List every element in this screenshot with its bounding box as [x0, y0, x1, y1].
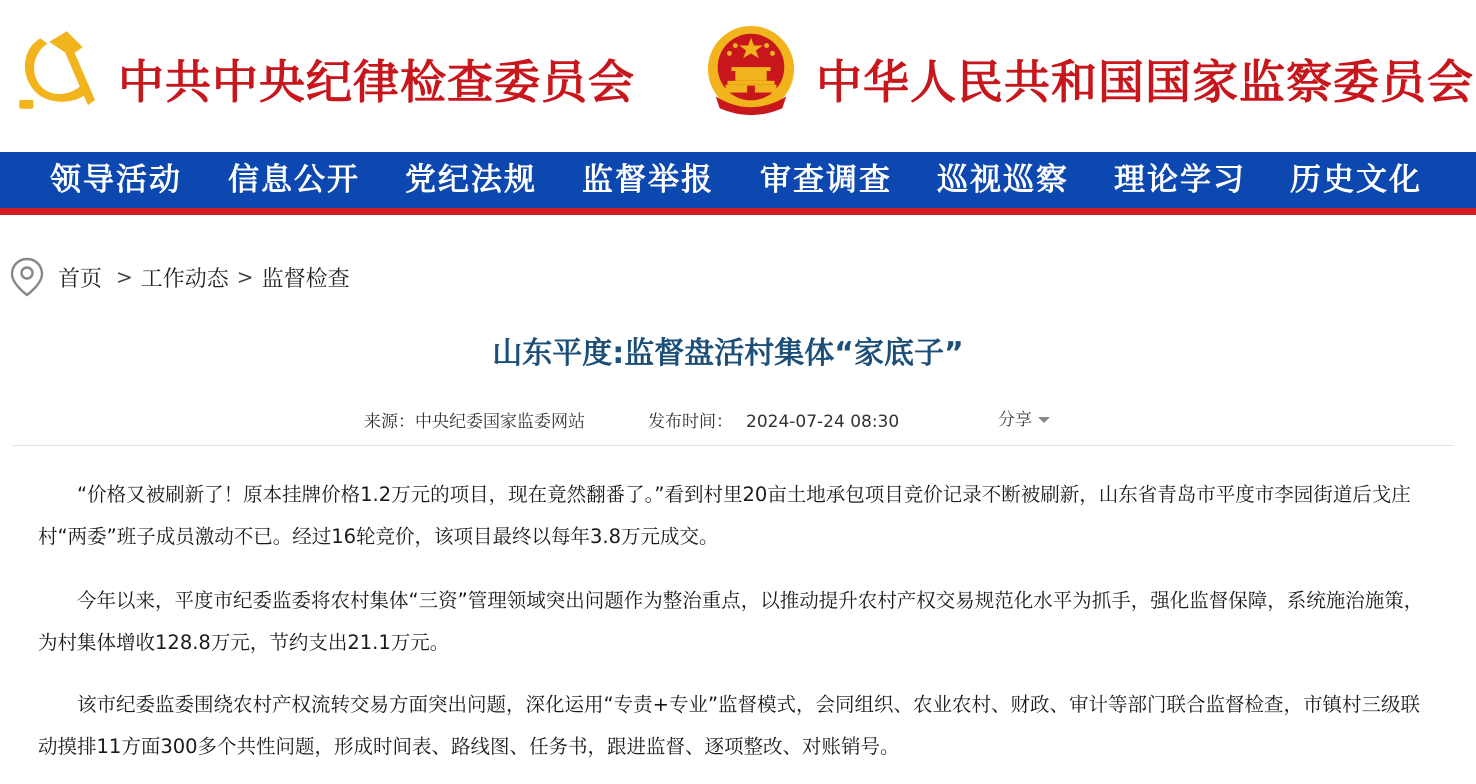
site-header [0, 0, 1476, 152]
nav-red-stripe [0, 208, 1476, 215]
party-emblem-icon [14, 26, 102, 114]
meta-divider [12, 445, 1454, 446]
article-source: 来源：中央纪委国家监委网站 [364, 412, 585, 432]
breadcrumb [10, 256, 350, 298]
share-label: 分享 [998, 410, 1032, 430]
nav-item-theory[interactable]: 理论学习 [1114, 162, 1246, 198]
article-title: 山东平度:监督盘活村集体“家底子” [492, 336, 964, 371]
nav-item-inspection[interactable]: 巡视巡察 [937, 162, 1069, 198]
nsc-title: 中华人民共和国国家监察委员会 [816, 55, 1474, 109]
article-paragraph: 今年以来，平度市纪委监委将农村集体“三资”管理领域突出问题作为整治重点，以推动提升农村产权交易规范化水平为抓手，强化监督保障，系统施治施策，为村集体增收128.8万元，节约支出21.1万元。 [38, 589, 1424, 654]
article-paragraph: 该市纪委监委围绕农村产权流转交易方面突出问题，深化运用“专责+专业”监督模式，会同组织、农业农村、财政、审计等部门联合监督检查，市镇村三级联动摸排11方面300多个共性问题，形成时间表、路线图、任务书，跟进监督、逐项整改、对账销号。 [38, 693, 1421, 758]
publish-time-label: 发布时间： [648, 412, 733, 432]
nav-item-report[interactable]: 监督举报 [582, 162, 714, 198]
nav-item-party-rules[interactable]: 党纪法规 [405, 162, 537, 198]
nav-item-info-disclosure[interactable]: 信息公开 [228, 162, 360, 198]
nav-item-investigation[interactable]: 审查调查 [760, 162, 892, 198]
breadcrumb-work-news[interactable]: 工作动态 [140, 266, 229, 292]
breadcrumb-separator: > [116, 265, 133, 289]
main-nav [0, 152, 1476, 208]
nav-item-leadership[interactable]: 领导活动 [50, 162, 182, 198]
article-paragraph: “价格又被刷新了！原本挂牌价格1.2万元的项目，现在竟然翻番了。”看到村里20亩土地承包项目竞价记录不断被刷新，山东省青岛市平度市李园街道后戈庄村“两委”班子成员激动不已。经过16轮竞价，该项目最终以每年3.8万元成交。 [38, 483, 1411, 548]
ccdi-title: 中共中央纪律检查委员会 [118, 55, 635, 109]
chevron-down-icon [1038, 417, 1050, 423]
location-pin-icon [10, 257, 44, 297]
breadcrumb-supervision[interactable]: 监督检查 [261, 266, 350, 292]
breadcrumb-home[interactable]: 首页 [58, 266, 103, 292]
publish-time: 2024-07-24 08:30 [746, 412, 900, 432]
nav-item-history[interactable]: 历史文化 [1290, 162, 1422, 198]
share-dropdown[interactable] [998, 406, 1050, 434]
state-emblem-icon [702, 24, 800, 118]
breadcrumb-separator: > [236, 265, 254, 289]
